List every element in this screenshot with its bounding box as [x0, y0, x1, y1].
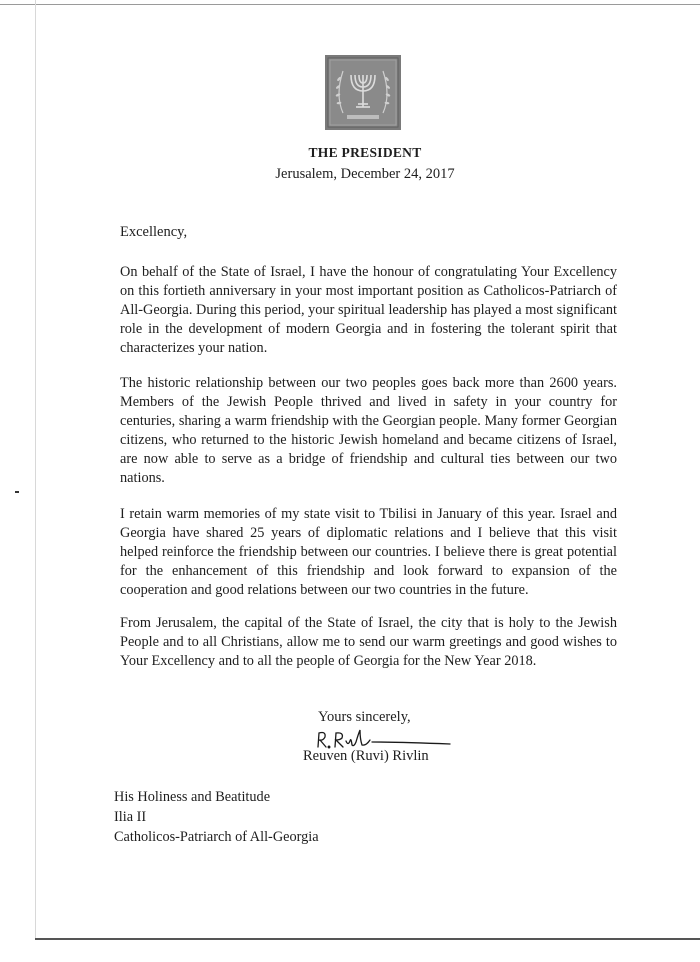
letter-dateline: Jerusalem, December 24, 2017: [275, 166, 455, 182]
signer-name: Reuven (Ruvi) Rivlin: [303, 748, 429, 764]
page-top-edge: [0, 4, 700, 5]
salutation: Excellency,: [120, 224, 188, 240]
body-paragraph-1: On behalf of the State of Israel, I have the honour of congratulating Your Excellency on this fortieth anniversary in your most important position as Catholicos-Patriarch of All-Georgia. During this period, your spiritual leadership has played a most significant role in the development of modern Georgia and in fostering the tolerant spirit that characterizes your nation.: [120, 264, 617, 356]
closing: Yours sincerely,: [318, 709, 411, 725]
recipient-line: Ilia II: [114, 809, 147, 825]
body-paragraph-3: I retain warm memories of my state visit to Tbilisi in January of this year. Israel and Georgia have shared 25 years of diplomatic relations and I believe that this visit helped reinforce the friendship between our countries. I believe there is great potential for the enhancement of this friendship and look forward to expansion of the cooperation and good relations between our two countries in the future.: [120, 506, 617, 598]
page-left-edge: [35, 0, 36, 940]
scan-mark: [15, 491, 19, 493]
recipient-line: Catholicos-Patriarch of All-Georgia: [114, 829, 319, 845]
recipient-block: [114, 787, 319, 847]
letterhead-title: THE PRESIDENT: [308, 145, 422, 160]
page-bottom-edge: [35, 938, 700, 940]
body-paragraph-4: From Jerusalem, the capital of the State of Israel, the city that is holy to the Jewish People and to all Christians, allow me to send our warm greetings and good wishes to Your Excellency and to all the people of Georgia for the New Year 2018.: [120, 615, 617, 669]
recipient-line: His Holiness and Beatitude: [114, 789, 271, 805]
body-paragraph-2: The historic relationship between our two peoples goes back more than 2600 years. Members of the Jewish People thrived and lived in safety in your country for centuries, sharing a warm friendship with the Georgian people. Many former Georgian citizens, who returned to the historic Jewish homeland and became citizens of Israel, are now able to serve as a bridge of friendship and cultural ties between our two nations.: [120, 375, 617, 486]
state-emblem-menorah-icon: [325, 55, 401, 130]
